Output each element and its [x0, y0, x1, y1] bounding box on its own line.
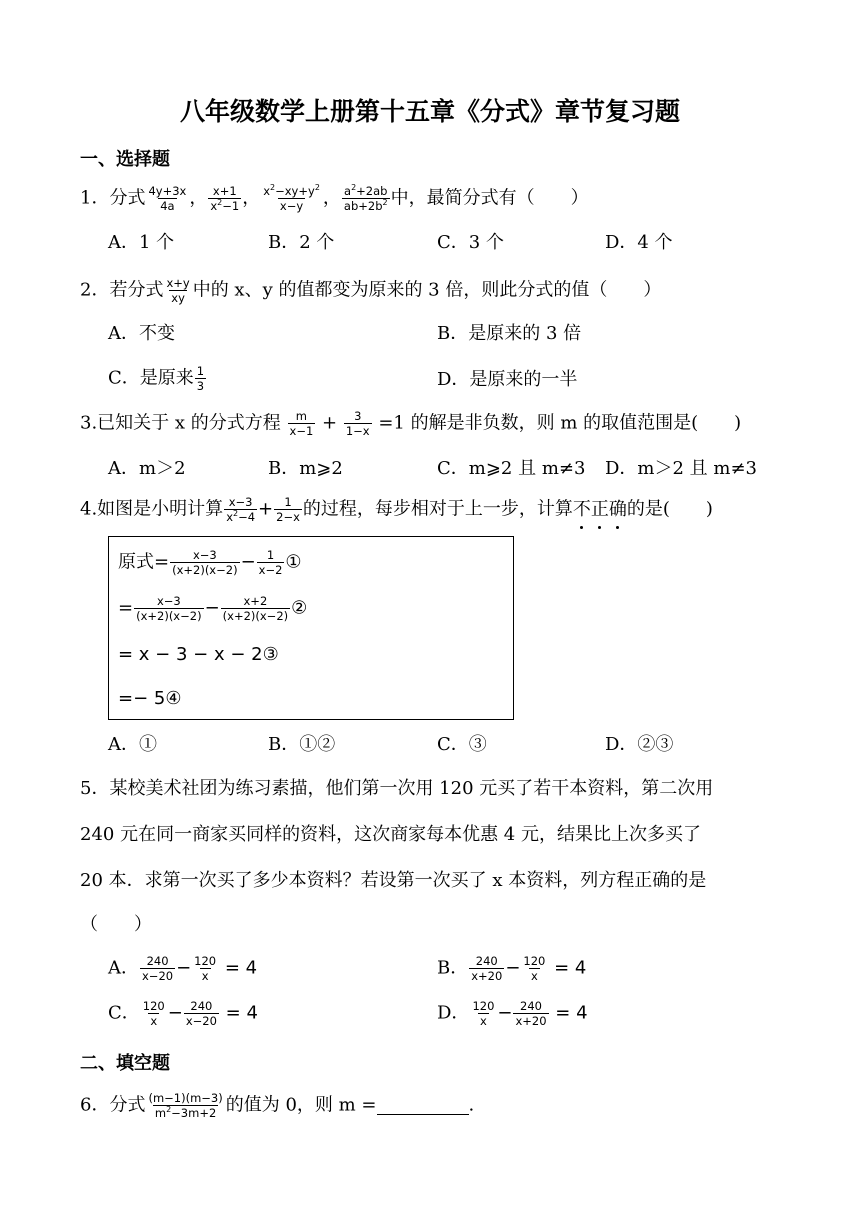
question-5-line-4: （ ）: [80, 914, 152, 935]
q3-fraction-1: $\frac{m}{x-1}$: [289, 409, 314, 438]
q2-option-b: B．是原来的 3 倍: [437, 323, 582, 344]
q1-fraction-2: $\frac{x+1}{x^2-1}$: [210, 184, 240, 213]
q2-option-d: D．是原来的一半: [437, 369, 578, 390]
q1-fraction-4: $\frac{a^2+2ab}{ab+2b^2}$: [343, 183, 388, 213]
q4-option-a: A．①: [108, 734, 157, 755]
q1-option-a: A．1 个: [108, 232, 175, 253]
q5-c-fraction-1: $\frac{120}{x}$: [142, 999, 165, 1028]
q3-fraction-2: $\frac{3}{1-x}$: [345, 409, 370, 438]
q3-option-d: D．m＞2 且 m≠3: [605, 458, 757, 479]
page-title: 八年级数学上册第十五章《分式》章节复习题: [179, 97, 680, 126]
question-4: 4.如图是小明计算 $\frac{x-3}{x^2-4}$ + $\frac{1}{2-x}$ 的过程，每步相对于上一步，计算不正确的是( ): [80, 495, 713, 524]
q1-option-d: D．4 个: [605, 232, 673, 253]
q4-fraction-2: $\frac{1}{2-x}$: [276, 495, 300, 524]
box-line-3: = x − 3 − x − 2③: [118, 644, 279, 665]
q3-option-a: A．m＞2: [108, 458, 186, 479]
emphasis-char-1: 不: [572, 498, 591, 520]
q2-option-c: C．是原来 $\frac{1}{3}$: [108, 364, 205, 393]
q2-option-c-fraction: $\frac{1}{3}$: [196, 364, 205, 393]
q4-option-d: D．②③: [605, 734, 674, 755]
q1-fraction-3: $\frac{x^2-xy+y^2}{x-y}$: [263, 183, 320, 213]
q5-option-b: B． $\frac{240}{x+20}$ − $\frac{120}{x}$ = 4: [437, 954, 587, 983]
q5-d-fraction-2: $\frac{240}{x+20}$: [515, 999, 547, 1028]
q2-option-a: A．不变: [108, 323, 175, 344]
q4-option-c: C．③: [437, 734, 487, 755]
q5-c-fraction-2: $\frac{240}{x-20}$: [185, 999, 217, 1028]
section-heading-fill: 二、填空题: [80, 1053, 170, 1074]
question-5-line-1: 5．某校美术社团为练习素描，他们第一次用 120 元买了若干本资料，第二次用: [80, 778, 714, 799]
q3-option-b: B．m⩾2: [268, 458, 343, 479]
q6-fraction: $\frac{(m-1)(m-3)}{m^2-3m+2}$: [148, 1091, 223, 1120]
q4-fraction-1: $\frac{x-3}{x^2-4}$: [226, 495, 256, 524]
q1-option-c: C．3 个: [437, 232, 504, 253]
q5-a-fraction-2: $\frac{120}{x}$: [194, 954, 217, 983]
q5-option-c: C． $\frac{120}{x}$ − $\frac{240}{x-20}$ = 4: [108, 999, 258, 1028]
question-1: 1．分式 $\frac{4y+3x}{4a}$ ， $\frac{x+1}{x^2-1}$ ， $\frac{x^2-xy+y^2}{x-y}$ ， $\frac{a^2+2ab}{ab+2b^2}$ 中，最简分式有（ ）: [80, 183, 589, 213]
box-line-4: =− 5④: [118, 688, 182, 709]
emphasis-char-3: 确: [608, 498, 627, 520]
question-5-line-3: 20 本．求第一次买了多少本资料？若设第一次买了 x 本资料，列方程正确的是: [80, 870, 707, 891]
q5-option-a: A． $\frac{240}{x-20}$ − $\frac{120}{x}$ = 4: [108, 954, 258, 983]
box-line-1-fraction-2: $\frac{1}{x-2}$: [258, 548, 283, 577]
box-line-2-fraction-1: $\frac{x-3}{(x+2)(x-2)}$: [136, 594, 202, 623]
emphasis-char-2: 正: [590, 498, 609, 520]
q4-option-b: B．①②: [268, 734, 336, 755]
section-heading-choice: 一、选择题: [80, 149, 170, 170]
box-line-1: 原式= $\frac{x-3}{(x+2)(x-2)}$ − $\frac{1}{x-2}$ ①: [118, 548, 302, 577]
question-6: 6．分式 $\frac{(m-1)(m-3)}{m^2-3m+2}$ 的值为 0，则 m = .: [80, 1091, 475, 1120]
q3-option-c: C．m⩾2 且 m≠3: [437, 458, 586, 479]
question-1-lead: 1．分式: [80, 187, 146, 209]
q1-option-b: B．2 个: [268, 232, 335, 253]
question-5-line-2: 240 元在同一商家买同样的资料，这次商家每本优惠 4 元，结果比上次多买了: [80, 824, 701, 845]
box-line-2: = $\frac{x-3}{(x+2)(x-2)}$ − $\frac{x+2}{(x+2)(x-2)}$ ②: [118, 594, 308, 623]
q5-a-fraction-1: $\frac{240}{x-20}$: [142, 954, 174, 983]
question-1-tail: 中，最简分式有（ ）: [390, 187, 589, 209]
q5-option-d: D． $\frac{120}{x}$ − $\frac{240}{x+20}$ = 4: [437, 999, 588, 1028]
q1-fraction-1: $\frac{4y+3x}{4a}$: [148, 184, 187, 213]
question-2: 2．若分式 $\frac{x+y}{xy}$ 中的 x、y 的值都变为原来的 3 倍，则此分式的值（ ）: [80, 276, 662, 305]
q5-b-fraction-2: $\frac{120}{x}$: [523, 954, 546, 983]
q2-fraction: $\frac{x+y}{xy}$: [166, 276, 190, 305]
q5-b-fraction-1: $\frac{240}{x+20}$: [471, 954, 503, 983]
q5-d-fraction-1: $\frac{120}{x}$: [472, 999, 495, 1028]
answer-blank[interactable]: [377, 1096, 469, 1115]
box-line-2-fraction-2: $\frac{x+2}{(x+2)(x-2)}$: [222, 594, 289, 623]
box-line-1-fraction-1: $\frac{x-3}{(x+2)(x-2)}$: [172, 548, 238, 577]
question-3: 3.已知关于 x 的分式方程 $\frac{m}{x-1}$ + $\frac{3}{1-x}$ =1 的解是非负数，则 m 的取值范围是( ): [80, 409, 742, 438]
